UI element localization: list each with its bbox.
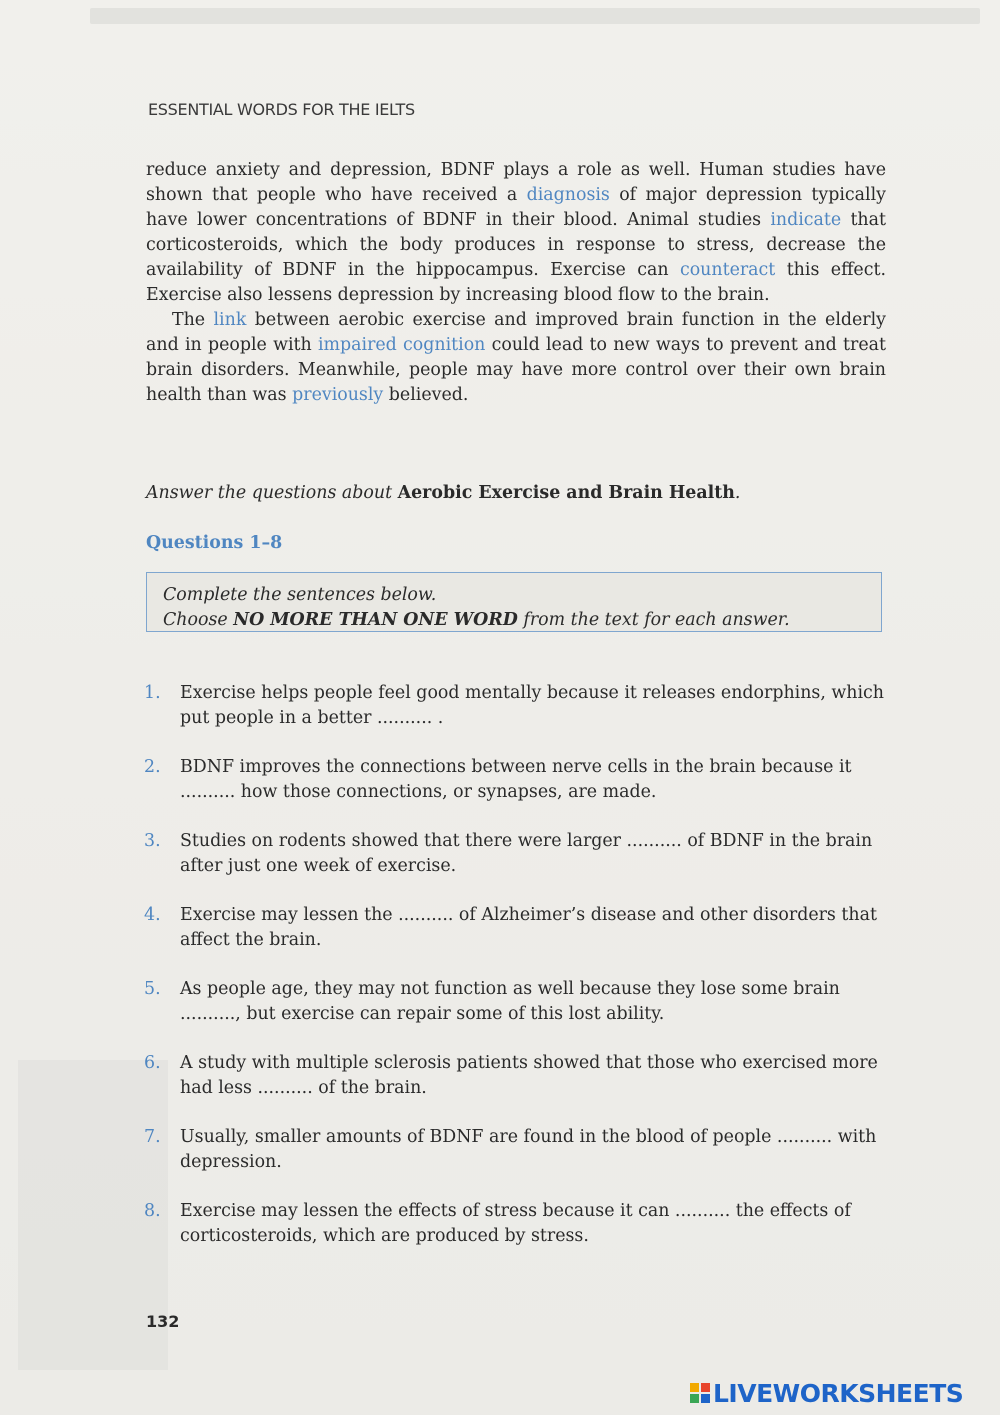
- question-text: A study with multiple sclerosis patients showed that those who exercised more had less .......... of the brain.: [180, 1053, 878, 1098]
- question-text: Studies on rodents showed that there were larger .......... of BDNF in the brain after just one week of exercise.: [180, 831, 873, 876]
- passage-text: could lead to new ways to prevent and treat brain disorders. Meanwhile, people may have more control over their own brain health than was: [146, 335, 886, 405]
- question-number: 3.: [144, 831, 161, 851]
- vocabulary-keyword: indicate: [770, 210, 842, 230]
- question-item: [144, 977, 884, 1027]
- passage-paragraph-2: [146, 308, 886, 408]
- question-number: 4.: [144, 905, 161, 925]
- brand-name: LIVEWORKSHEETS: [713, 1378, 964, 1408]
- instructions-box: [146, 572, 882, 632]
- instructions-line-2: [163, 608, 881, 633]
- instructions-end: from the text for each answer.: [517, 610, 790, 630]
- bleed-through-strip: [90, 8, 980, 24]
- question-item: [144, 681, 884, 731]
- passage-text: The: [172, 310, 214, 330]
- question-item: [144, 903, 884, 953]
- question-item: [144, 1199, 884, 1249]
- liveworksheets-brand[interactable]: [690, 1378, 963, 1408]
- question-list: [144, 681, 884, 1273]
- question-item: [144, 1125, 884, 1175]
- instructions-line-1: Complete the sentences below.: [163, 585, 437, 605]
- answer-prompt-end: .: [734, 483, 741, 503]
- question-number: 5.: [144, 979, 161, 999]
- passage-text: between aerobic exercise and improved brain function in the elderly and in people with: [146, 310, 886, 355]
- page-number: 132: [146, 1312, 180, 1331]
- vocabulary-keyword: counteract: [679, 260, 776, 280]
- passage-paragraph-1: [146, 158, 886, 308]
- passage-text: of major depression typically have lower concentrations of BDNF in their blood. Animal studies: [146, 185, 886, 230]
- answer-prompt: [146, 483, 886, 503]
- running-head: ESSENTIAL WORDS FOR THE IELTS: [148, 100, 415, 119]
- instructions-lead: Choose: [163, 610, 234, 630]
- liveworksheets-logo-icon: [690, 1383, 710, 1403]
- question-item: [144, 755, 884, 805]
- passage-text: that corticosteroids, which the body produces in response to stress, decrease the availability of BDNF in the hippocampus. Exercise can: [146, 210, 886, 280]
- passage-text: reduce anxiety and depression, BDNF plays a role as well. Human studies have shown that people who have received a: [146, 160, 886, 205]
- vocabulary-keyword: link: [213, 310, 247, 330]
- question-number: 1.: [144, 683, 161, 703]
- question-number: 2.: [144, 757, 161, 777]
- vocabulary-keyword: previously: [292, 385, 384, 405]
- instructions-word-limit: NO MORE THAN ONE WORD: [233, 610, 518, 630]
- question-text: Exercise helps people feel good mentally because it releases endorphins, which put people in a better .......... .: [180, 683, 884, 728]
- passage: [146, 158, 886, 408]
- vocabulary-keyword: diagnosis: [526, 185, 610, 205]
- answer-prompt-lead: Answer the questions about: [146, 483, 398, 503]
- question-text: BDNF improves the connections between nerve cells in the brain because it .......... how those connections, or synapses, are made.: [180, 757, 852, 802]
- questions-heading: Questions 1–8: [146, 533, 283, 553]
- question-item: [144, 829, 884, 879]
- question-text: Usually, smaller amounts of BDNF are found in the blood of people .......... with depression.: [180, 1127, 877, 1172]
- passage-text: this effect. Exercise also lessens depression by increasing blood flow to the brain.: [146, 260, 886, 305]
- question-number: 8.: [144, 1201, 161, 1221]
- question-number: 6.: [144, 1053, 161, 1073]
- question-text: Exercise may lessen the .......... of Alzheimer’s disease and other disorders that affect the brain.: [180, 905, 877, 950]
- passage-title: Aerobic Exercise and Brain Health: [397, 483, 735, 503]
- question-text: As people age, they may not function as well because they lose some brain .........., but exercise can repair some of this lost ability.: [180, 979, 840, 1024]
- question-number: 7.: [144, 1127, 161, 1147]
- question-item: [144, 1051, 884, 1101]
- question-text: Exercise may lessen the effects of stress because it can .......... the effects of corticosteroids, which are produced by stress.: [180, 1201, 851, 1246]
- vocabulary-keyword: impaired cognition: [317, 335, 486, 355]
- passage-text: believed.: [383, 385, 469, 405]
